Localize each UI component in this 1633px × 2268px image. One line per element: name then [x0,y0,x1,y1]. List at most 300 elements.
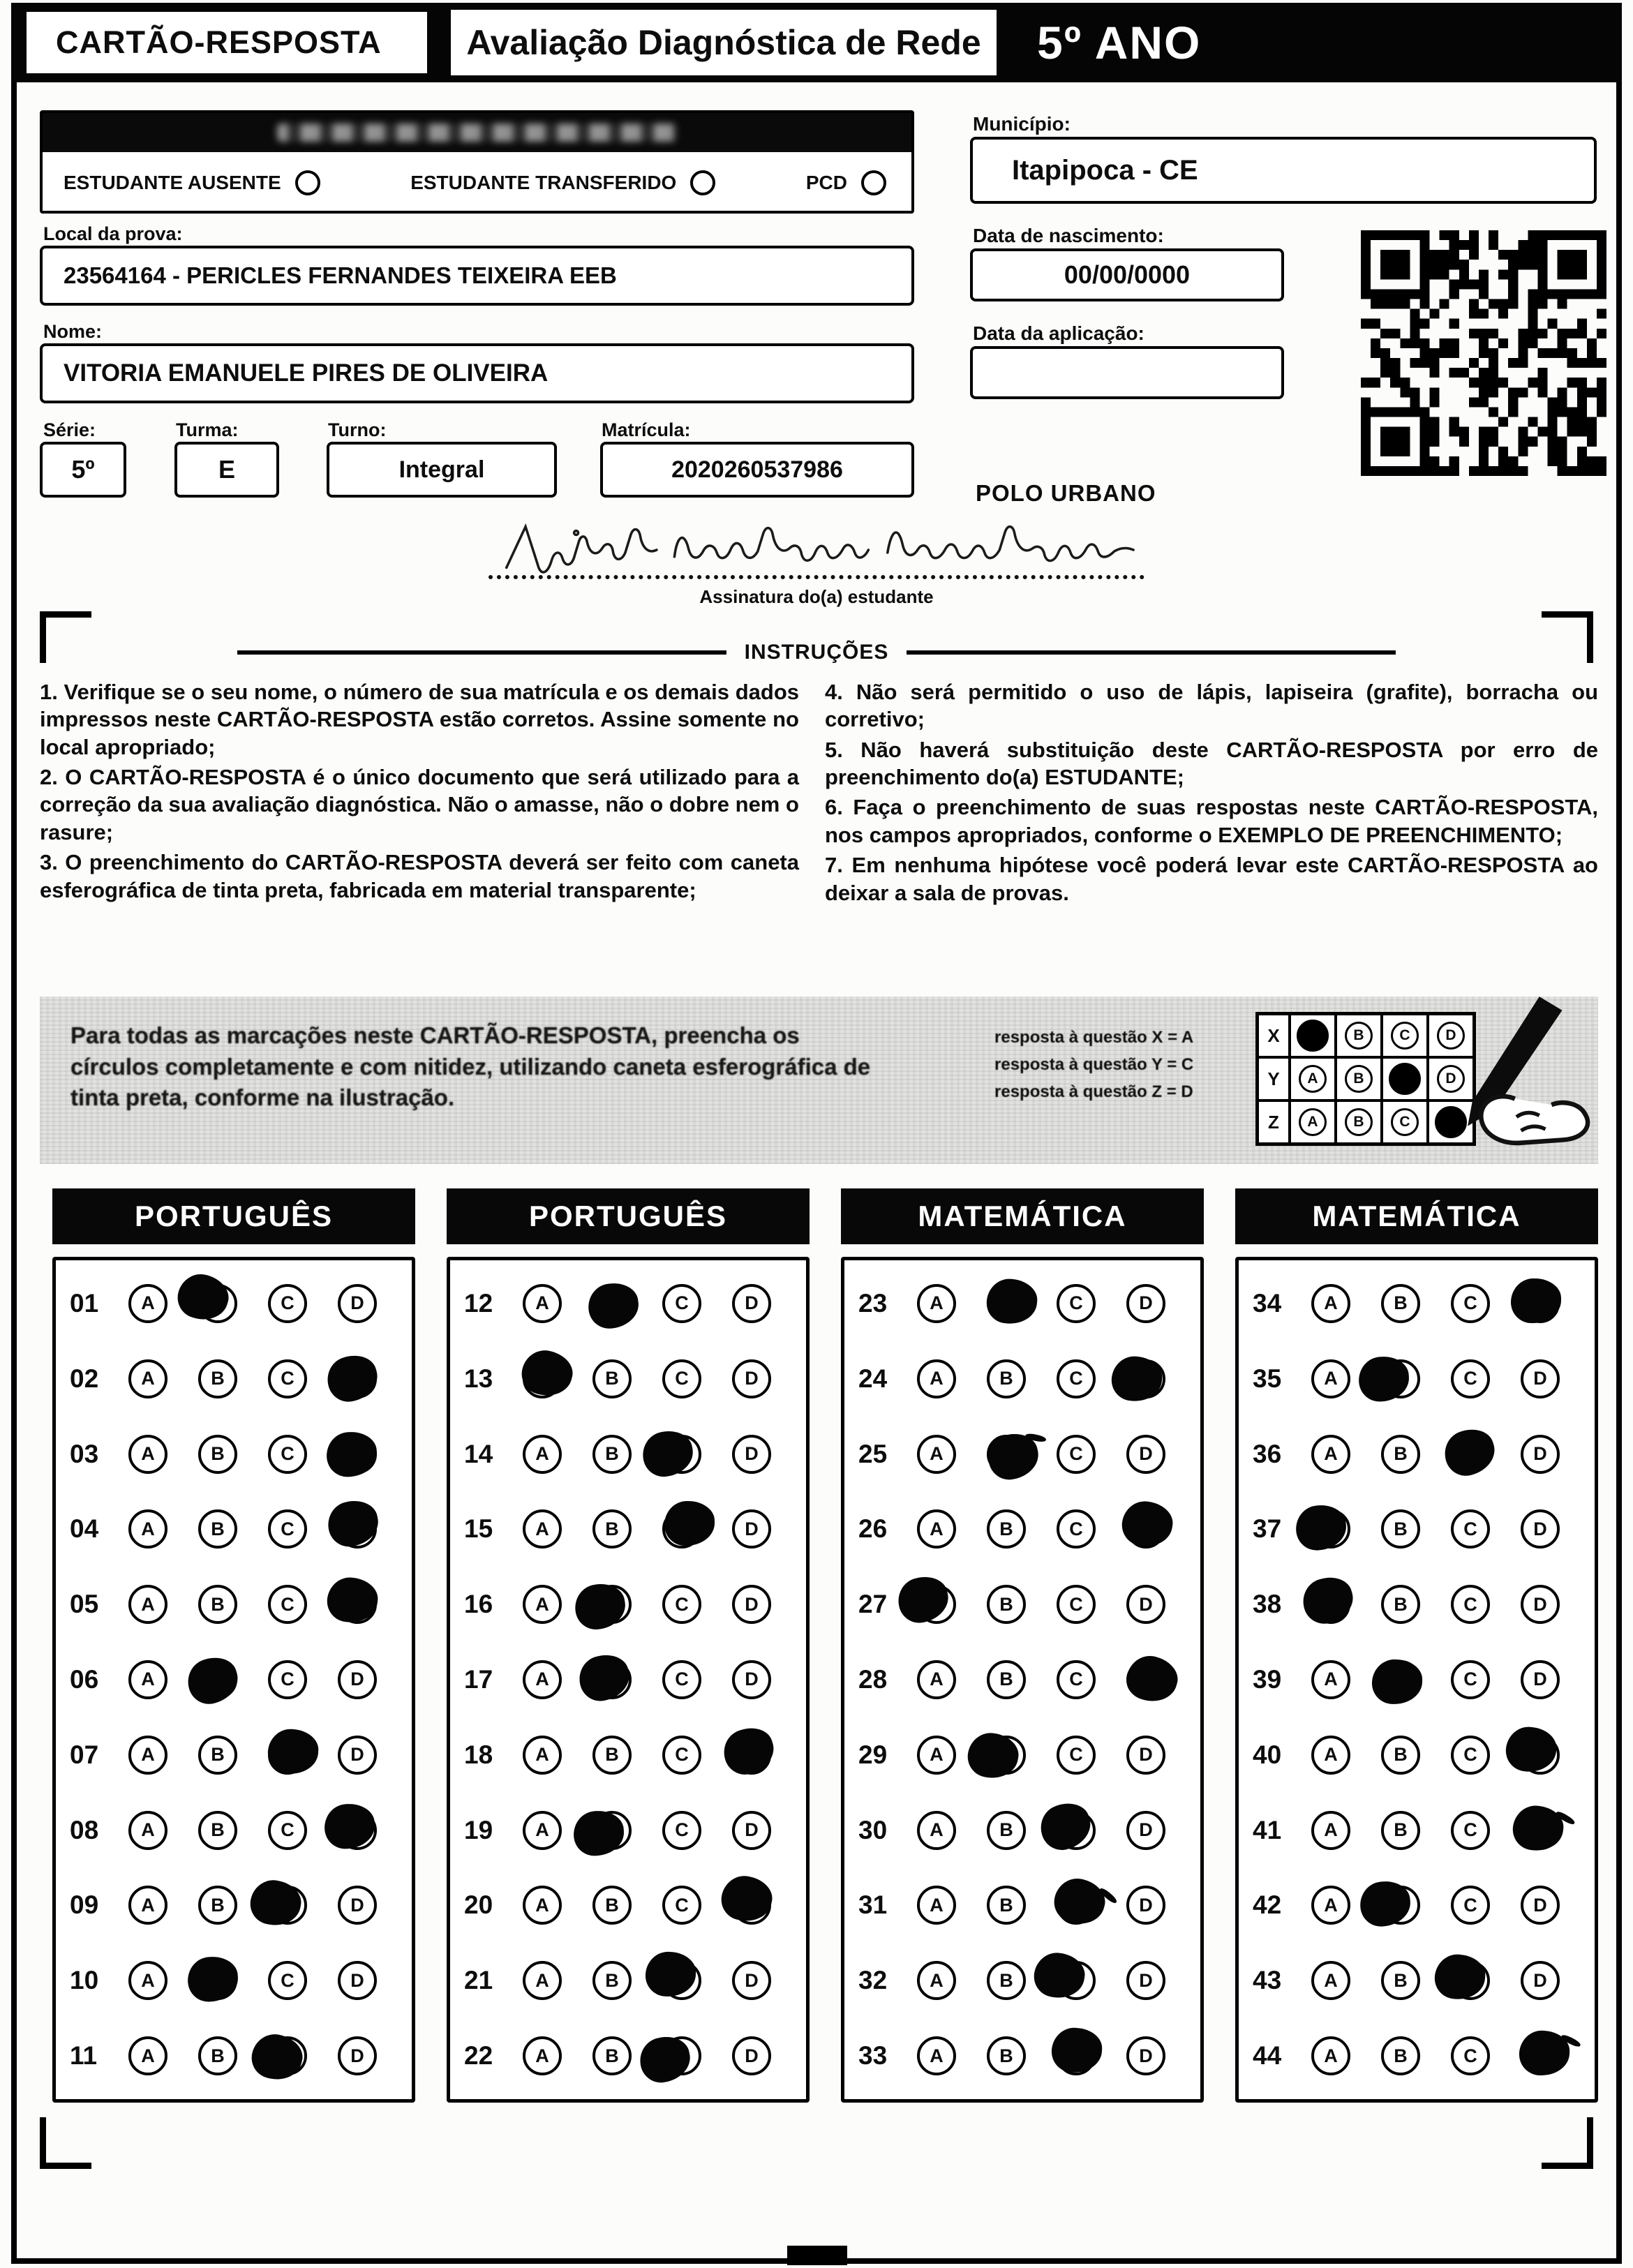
answer-bubble-22-A[interactable]: A [523,2036,562,2075]
question-row-28 [844,1642,1200,1717]
option-slot [1296,1886,1366,1925]
option-slot [902,1284,971,1323]
answer-bubble-40-B[interactable]: B [1381,1736,1420,1775]
example-option-cell [1290,1057,1336,1101]
answer-bubble-37-B[interactable]: B [1381,1509,1420,1549]
instructions-column-left [40,678,799,907]
answer-bubble-09-D[interactable]: D [338,1886,377,1925]
question-number: 02 [70,1364,99,1393]
option-slot [1296,1961,1366,2000]
answer-bubble-39-A[interactable]: A [1311,1660,1350,1699]
option-slot [971,2036,1041,2075]
answer-bubble-32-B[interactable]: B [987,1961,1026,2000]
option-slot [113,1435,183,1474]
option-slot [971,1284,1041,1323]
answer-bubble-31-B[interactable]: B [987,1886,1026,1925]
answer-bubble-19-A[interactable]: A [523,1811,562,1850]
option-slot [1296,1359,1366,1398]
status-checkbox-row [43,152,911,214]
filled-mark-06 [182,1652,244,1709]
answer-bubble-16-A[interactable]: A [523,1585,562,1624]
sheet-type-label: CARTÃO-RESPOSTA [56,24,382,60]
option-slot [1505,1961,1575,2000]
nome-label: Nome: [43,321,103,342]
answer-bubble-13-D[interactable]: D [732,1359,771,1398]
answer-bubble-17-A[interactable]: A [523,1660,562,1699]
answer-bubble-20-B[interactable]: B [592,1886,632,1925]
answer-bubble-31-D[interactable]: D [1126,1886,1165,1925]
option-slot [577,1961,647,2000]
option-slot [1041,1886,1111,1925]
answer-bubble-19-C[interactable]: C [662,1811,701,1850]
option-slot [717,1435,786,1474]
answer-bubble-33-D[interactable]: D [1126,2036,1165,2075]
answer-bubble-24-C[interactable]: C [1057,1359,1096,1398]
answer-bubble-04-B[interactable]: B [198,1509,237,1549]
example-bubble: B [1345,1108,1373,1136]
question-row-22 [450,2018,806,2094]
answer-bubble-24-B[interactable]: B [987,1359,1026,1398]
answer-bubble-12-C[interactable]: C [662,1284,701,1323]
answer-grid [52,1257,415,2103]
example-option-cell [1336,1057,1382,1101]
option-slot [322,1961,392,2000]
option-slot [1366,1509,1436,1549]
option-slot [322,1359,392,1398]
answer-bubble-36-A[interactable]: A [1311,1435,1350,1474]
matricula-value: 2020260537986 [671,456,843,483]
fill-example-text: Para todas as marcações neste CARTÃO-RESPOSTA, preencha os círculos completamente e com nitidez, utilizando caneta esferográfica de tinta preta, conforme na ilustração. [70,1022,871,1111]
question-number: 25 [858,1439,888,1468]
answer-bubble-44-A[interactable]: A [1311,2036,1350,2075]
question-row-06 [56,1642,412,1717]
option-slot [1436,1359,1505,1398]
answer-bubble-17-D[interactable]: D [732,1660,771,1699]
option-slot [1111,1811,1181,1850]
status-option-circle[interactable] [295,170,320,195]
answer-bubble-41-A[interactable]: A [1311,1811,1350,1850]
option-slot [577,1886,647,1925]
option-slot [1041,1961,1111,2000]
option-slot [1436,1961,1505,2000]
answer-bubble-40-C[interactable]: C [1451,1736,1490,1775]
answer-bubble-39-C[interactable]: C [1451,1660,1490,1699]
answer-bubble-34-C[interactable]: C [1451,1284,1490,1323]
option-slot [1111,1509,1181,1549]
status-option [806,170,886,195]
filled-mark-03 [325,1431,378,1478]
question-row-01 [56,1266,412,1341]
instruction-item: 6. Faça o preenchimento de suas respostas neste CARTÃO-RESPOSTA, nos campos apropriados, conforme o EXEMPLO DE PREENCHIMENTO; [825,795,1598,847]
option-slot [1505,1886,1575,1925]
option-slot [902,1811,971,1850]
answer-bubble-23-D[interactable]: D [1126,1284,1165,1323]
answer-bubble-30-B[interactable]: B [987,1811,1026,1850]
answer-bubble-06-C[interactable]: C [268,1660,307,1699]
option-slot [507,1509,577,1549]
example-bubble: D [1437,1065,1465,1093]
example-row-label: Y [1258,1057,1290,1101]
option-slot [253,1660,322,1699]
answer-bubble-22-B[interactable]: B [592,2036,632,2075]
answer-bubble-16-D[interactable]: D [732,1585,771,1624]
answer-bubble-28-B[interactable]: B [987,1660,1026,1699]
example-option-cell [1336,1014,1382,1057]
answer-bubble-25-C[interactable]: C [1057,1435,1096,1474]
option-slot [717,1736,786,1775]
answer-bubble-18-A[interactable]: A [523,1736,562,1775]
filled-mark-25 [984,1429,1043,1484]
option-slot [253,1961,322,2000]
answer-bubble-11-D[interactable]: D [338,2036,377,2075]
example-bubble: A [1299,1065,1327,1093]
answer-bubble-03-C[interactable]: C [268,1435,307,1474]
answer-bubble-23-C[interactable]: C [1057,1284,1096,1323]
instruction-item: 2. O CARTÃO-RESPOSTA é o único documento que será utilizado para a correção da sua avaliação diagnóstica. Não o amasse, não o dobre nem o rasure; [40,765,799,844]
answer-bubble-24-A[interactable]: A [917,1359,956,1398]
filled-mark-41 [1510,1803,1565,1853]
question-number: 16 [464,1590,493,1619]
answer-bubble-32-A[interactable]: A [917,1961,956,2000]
answer-bubble-29-A[interactable]: A [917,1736,956,1775]
option-slot [647,1811,717,1850]
question-row-43 [1239,1943,1595,2018]
option-slot [1111,1660,1181,1699]
option-slot [647,1961,717,2000]
question-number: 32 [858,1966,888,1995]
question-number: 42 [1253,1890,1282,1920]
local-prova-value: 23564164 - PERICLES FERNANDES TEIXEIRA EEB [64,262,617,288]
answer-bubble-20-A[interactable]: A [523,1886,562,1925]
answer-bubble-36-B[interactable]: B [1381,1435,1420,1474]
qr-code [1361,230,1606,476]
serie-label: Série: [43,419,96,440]
redacted-school-bar [43,113,911,152]
answer-bubble-42-A[interactable]: A [1311,1886,1350,1925]
answer-bubble-37-C[interactable]: C [1451,1509,1490,1549]
answer-bubble-28-A[interactable]: A [917,1660,956,1699]
answer-bubble-04-C[interactable]: C [268,1509,307,1549]
answer-bubble-38-C[interactable]: C [1451,1585,1490,1624]
answer-bubble-05-C[interactable]: C [268,1585,307,1624]
answer-bubble-30-A[interactable]: A [917,1811,956,1850]
answer-bubble-02-B[interactable]: B [198,1359,237,1398]
option-slot [971,1961,1041,2000]
answer-bubble-05-B[interactable]: B [198,1585,237,1624]
option-slot [971,1435,1041,1474]
answer-bubble-39-D[interactable]: D [1521,1660,1560,1699]
answer-bubble-27-C[interactable]: C [1057,1585,1096,1624]
answer-bubble-25-A[interactable]: A [917,1435,956,1474]
answer-bubble-35-A[interactable]: A [1311,1359,1350,1398]
answer-bubble-01-A[interactable]: A [128,1284,167,1323]
answer-bubble-18-B[interactable]: B [592,1736,632,1775]
answer-bubble-38-D[interactable]: D [1521,1585,1560,1624]
option-slot [1436,1284,1505,1323]
nascimento-value: 00/00/0000 [1064,260,1191,289]
option-slot [1041,1811,1111,1850]
option-slot [113,1736,183,1775]
answer-bubble-01-D[interactable]: D [338,1284,377,1323]
option-slot [322,1435,392,1474]
answer-bubble-21-B[interactable]: B [592,1961,632,2000]
example-row-label: Z [1258,1101,1290,1144]
answer-bubble-25-D[interactable]: D [1126,1435,1165,1474]
answer-bubble-14-D[interactable]: D [732,1435,771,1474]
filled-mark-02 [322,1350,382,1405]
question-row-23 [844,1266,1200,1341]
answer-bubble-34-A[interactable]: A [1311,1284,1350,1323]
local-prova-field [40,246,914,306]
answer-bubble-42-D[interactable]: D [1521,1886,1560,1925]
answer-bubble-10-C[interactable]: C [268,1961,307,2000]
corner-mark-top-left [40,611,91,663]
filled-mark-10 [186,1955,239,2004]
question-number: 17 [464,1664,493,1694]
answer-bubble-30-D[interactable]: D [1126,1811,1165,1850]
answer-bubble-21-A[interactable]: A [523,1961,562,2000]
filled-mark-39 [1371,1659,1422,1704]
option-slot [322,1284,392,1323]
option-slot [1505,1509,1575,1549]
filled-mark-36 [1439,1423,1500,1480]
option-slot [1505,1660,1575,1699]
answer-bubble-33-B[interactable]: B [987,2036,1026,2075]
answer-bubble-07-B[interactable]: B [198,1736,237,1775]
turno-field [327,442,557,498]
fill-example-legend [994,1024,1239,1106]
question-row-17 [450,1642,806,1717]
answer-bubble-29-C[interactable]: C [1057,1736,1096,1775]
answer-bubble-35-D[interactable]: D [1521,1359,1560,1398]
example-legend-line: resposta à questão X = A [994,1028,1194,1047]
answer-bubble-03-B[interactable]: B [198,1435,237,1474]
answer-bubble-11-B[interactable]: B [198,2036,237,2075]
question-row-38 [1239,1567,1595,1642]
option-slot [322,1886,392,1925]
answer-bubble-43-B[interactable]: B [1381,1961,1420,2000]
answer-bubble-35-C[interactable]: C [1451,1359,1490,1398]
answer-bubble-13-B[interactable]: B [592,1359,632,1398]
signature-line[interactable] [489,575,1144,579]
option-slot [577,1509,647,1549]
status-option-circle[interactable] [861,170,886,195]
option-slot [717,1585,786,1624]
option-slot [183,1359,253,1398]
option-slot [253,1886,322,1925]
answer-bubble-29-D[interactable]: D [1126,1736,1165,1775]
instructions-header [237,641,1396,664]
option-slot [902,1886,971,1925]
question-row-21 [450,1943,806,2018]
answer-bubble-10-A[interactable]: A [128,1961,167,2000]
question-row-31 [844,1868,1200,1944]
option-slot [1111,2036,1181,2075]
option-slot [113,1509,183,1549]
option-slot [577,1736,647,1775]
option-slot [507,1736,577,1775]
polo-label: POLO URBANO [976,480,1156,506]
answer-bubble-27-B[interactable]: B [987,1585,1026,1624]
filled-mark-20 [717,1872,776,1927]
answer-bubble-26-B[interactable]: B [987,1509,1026,1549]
answer-bubble-02-C[interactable]: C [268,1359,307,1398]
option-slot [1041,1660,1111,1699]
question-row-11 [56,2018,412,2094]
serie-value: 5º [71,455,95,484]
answer-bubble-34-B[interactable]: B [1381,1284,1420,1323]
filled-mark-26 [1119,1498,1175,1550]
instructions-rule-right [907,650,1396,655]
answer-bubble-15-B[interactable]: B [592,1509,632,1549]
answer-bubble-38-B[interactable]: B [1381,1585,1420,1624]
municipio-label: Município: [973,113,1071,135]
answer-bubble-12-A[interactable]: A [523,1284,562,1323]
question-row-14 [450,1417,806,1492]
option-slot [183,1961,253,2000]
option-slot [1436,2036,1505,2075]
example-option-cell [1336,1101,1382,1144]
answer-bubble-08-B[interactable]: B [198,1811,237,1850]
example-filled-bubble [1389,1063,1421,1095]
option-slot [1505,1736,1575,1775]
answer-bubble-04-A[interactable]: A [128,1509,167,1549]
assessment-title [451,10,997,75]
answer-bubble-03-A[interactable]: A [128,1435,167,1474]
option-slot [113,1886,183,1925]
answer-bubble-01-C[interactable]: C [268,1284,307,1323]
answer-bubble-37-D[interactable]: D [1521,1509,1560,1549]
answer-bubble-10-D[interactable]: D [338,1961,377,2000]
option-slot [1505,2036,1575,2075]
answer-bubble-36-D[interactable]: D [1521,1435,1560,1474]
question-number: 13 [464,1364,493,1393]
answer-bubble-02-A[interactable]: A [128,1359,167,1398]
question-row-41 [1239,1793,1595,1868]
answer-bubble-23-A[interactable]: A [917,1284,956,1323]
question-number: 35 [1253,1364,1282,1393]
answer-bubble-08-A[interactable]: A [128,1811,167,1850]
answer-bubble-43-D[interactable]: D [1521,1961,1560,2000]
answer-bubble-42-C[interactable]: C [1451,1886,1490,1925]
answer-bubble-18-C[interactable]: C [662,1736,701,1775]
question-row-18 [450,1717,806,1793]
answer-bubble-43-A[interactable]: A [1311,1961,1350,2000]
answer-bubble-41-C[interactable]: C [1451,1811,1490,1850]
answer-bubble-14-B[interactable]: B [592,1435,632,1474]
option-slot [322,2036,392,2075]
option-slot [647,1359,717,1398]
option-slot [113,1961,183,2000]
option-slot [1436,1886,1505,1925]
question-row-44 [1239,2018,1595,2094]
option-slot [1366,1886,1436,1925]
example-legend-line: resposta à questão Y = C [994,1054,1194,1074]
answer-bubble-32-D[interactable]: D [1126,1961,1165,2000]
answer-bubble-06-D[interactable]: D [338,1660,377,1699]
answer-bubble-16-C[interactable]: C [662,1585,701,1624]
example-bubble: B [1345,1065,1373,1093]
aplicacao-field[interactable] [970,346,1284,399]
nascimento-label: Data de nascimento: [973,225,1164,246]
answer-bubble-26-C[interactable]: C [1057,1509,1096,1549]
question-row-27 [844,1567,1200,1642]
question-row-24 [844,1341,1200,1417]
question-number: 06 [70,1664,99,1694]
question-row-34 [1239,1266,1595,1341]
answer-bubble-27-D[interactable]: D [1126,1585,1165,1624]
status-option-circle[interactable] [690,170,715,195]
option-slot [1041,1284,1111,1323]
option-slot [322,1736,392,1775]
option-slot [113,2036,183,2075]
status-option [64,170,320,195]
option-slot [902,1435,971,1474]
answer-bubble-22-D[interactable]: D [732,2036,771,2075]
answer-bubble-19-D[interactable]: D [732,1811,771,1850]
option-slot [1111,1284,1181,1323]
option-slot [1366,1435,1436,1474]
matricula-label: Matrícula: [602,419,691,440]
answer-bubble-44-B[interactable]: B [1381,2036,1420,2075]
question-row-12 [450,1266,806,1341]
answer-bubble-40-A[interactable]: A [1311,1736,1350,1775]
subject-header: PORTUGUÊS [52,1188,415,1244]
option-slot [717,1660,786,1699]
answer-bubble-07-A[interactable]: A [128,1736,167,1775]
answer-bubble-09-B[interactable]: B [198,1886,237,1925]
option-slot [971,1660,1041,1699]
answer-bubble-17-C[interactable]: C [662,1660,701,1699]
filled-mark-07 [267,1727,320,1775]
answer-bubble-26-A[interactable]: A [917,1509,956,1549]
answer-bubble-05-A[interactable]: A [128,1585,167,1624]
answer-bubble-28-C[interactable]: C [1057,1660,1096,1699]
question-number: 31 [858,1890,888,1920]
answer-bubble-15-A[interactable]: A [523,1509,562,1549]
answer-bubble-20-C[interactable]: C [662,1886,701,1925]
answer-bubble-11-A[interactable]: A [128,2036,167,2075]
answer-bubble-07-D[interactable]: D [338,1736,377,1775]
instructions-title: INSTRUÇÕES [744,641,889,664]
answer-bubble-15-D[interactable]: D [732,1509,771,1549]
answer-bubble-44-C[interactable]: C [1451,2036,1490,2075]
option-slot [1436,1811,1505,1850]
answer-bubble-31-A[interactable]: A [917,1886,956,1925]
option-slot [647,1736,717,1775]
option-slot [253,2036,322,2075]
option-slot [647,1435,717,1474]
turma-label: Turma: [176,419,239,440]
option-slot [322,1811,392,1850]
option-slot [577,1359,647,1398]
answer-bubble-13-C[interactable]: C [662,1359,701,1398]
answer-bubble-14-A[interactable]: A [523,1435,562,1474]
question-number: 12 [464,1288,493,1318]
answer-bubble-33-A[interactable]: A [917,2036,956,2075]
answer-bubble-06-A[interactable]: A [128,1660,167,1699]
answer-bubble-21-D[interactable]: D [732,1961,771,2000]
answer-bubble-12-D[interactable]: D [732,1284,771,1323]
answer-bubble-08-C[interactable]: C [268,1811,307,1850]
question-number: 07 [70,1740,99,1769]
option-slot [507,1435,577,1474]
answer-bubble-41-B[interactable]: B [1381,1811,1420,1850]
question-number: 34 [1253,1288,1282,1318]
filled-mark-11 [247,2029,306,2085]
answer-bubble-09-A[interactable]: A [128,1886,167,1925]
option-slot [577,1435,647,1474]
